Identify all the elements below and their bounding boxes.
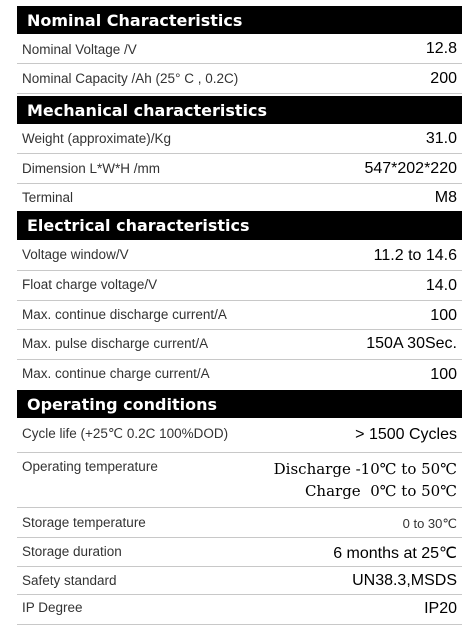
spec-value: 150A 30Sec. [366,335,457,352]
spec-value: > 1500 Cycles [355,426,457,443]
spec-value: 100 [430,307,457,324]
spec-label: Max. continue discharge current/A [22,307,227,322]
spec-value: 31.0 [425,130,457,147]
spec-label: Nominal Voltage /V [22,42,137,57]
spec-row [17,124,462,154]
spec-label: Storage duration [22,544,122,559]
spec-row [17,184,462,211]
spec-label: Dimension L*W*H /mm [22,161,161,176]
spec-value-multiline [274,458,457,502]
section-header-operating [17,390,462,418]
spec-row [17,538,462,567]
spec-row [17,567,462,595]
spec-label: Max. pulse discharge current/A [22,336,209,351]
spec-value: IP20 [424,600,457,617]
charge-temperature-range: Charge 0℃ to 50℃ [304,482,457,500]
spec-label: Max. continue charge current/A [22,366,210,381]
spec-label: Safety standard [22,573,117,588]
section-header-nominal [17,6,462,34]
spec-value: 12.8 [425,40,457,57]
spec-value: M8 [434,189,457,206]
spec-value: 6 months at 25℃ [333,545,457,562]
spec-value: UN38.3,MSDS [352,572,457,589]
spec-row [17,301,462,330]
spec-row [17,330,462,360]
spec-row [17,360,462,390]
spec-row [17,64,462,94]
spec-label: Voltage window/V [22,247,129,262]
spec-row [17,240,462,271]
spec-value: 547*202*220 [364,160,457,177]
spec-value: 11.2 to 14.6 [373,247,457,264]
section-title: Nominal Characteristics [27,10,243,30]
spec-label: Operating temperature [22,459,158,474]
spec-value: 200 [430,70,457,87]
section-title: Mechanical characteristics [27,100,268,120]
section-title: Electrical characteristics [27,216,250,235]
spec-label: Weight (approximate)/Kg [22,131,172,146]
spec-label: IP Degree [22,600,83,615]
spec-label: Storage temperature [22,515,146,530]
spec-row [17,34,462,64]
spec-row [17,453,462,508]
spec-label: Terminal [22,190,74,205]
spec-label: Cycle life (+25℃ 0.2C 100%DOD) [22,426,229,441]
spec-row [17,418,462,453]
spec-value: 100 [430,366,457,383]
spec-row [17,271,462,301]
spec-label: Float charge voltage/V [22,277,158,292]
spec-value: 0 to 30℃ [402,516,457,531]
spec-value: 14.0 [425,277,457,294]
spec-label: Nominal Capacity /Ah (25° C , 0.2C) [22,71,239,86]
section-header-mechanical [17,96,462,124]
spec-row [17,595,462,625]
section-header-electrical [17,211,462,240]
section-title: Operating conditions [27,394,217,414]
spec-row [17,154,462,184]
spec-row [17,508,462,538]
discharge-temperature-range: Discharge -10℃ to 50℃ [273,460,457,478]
